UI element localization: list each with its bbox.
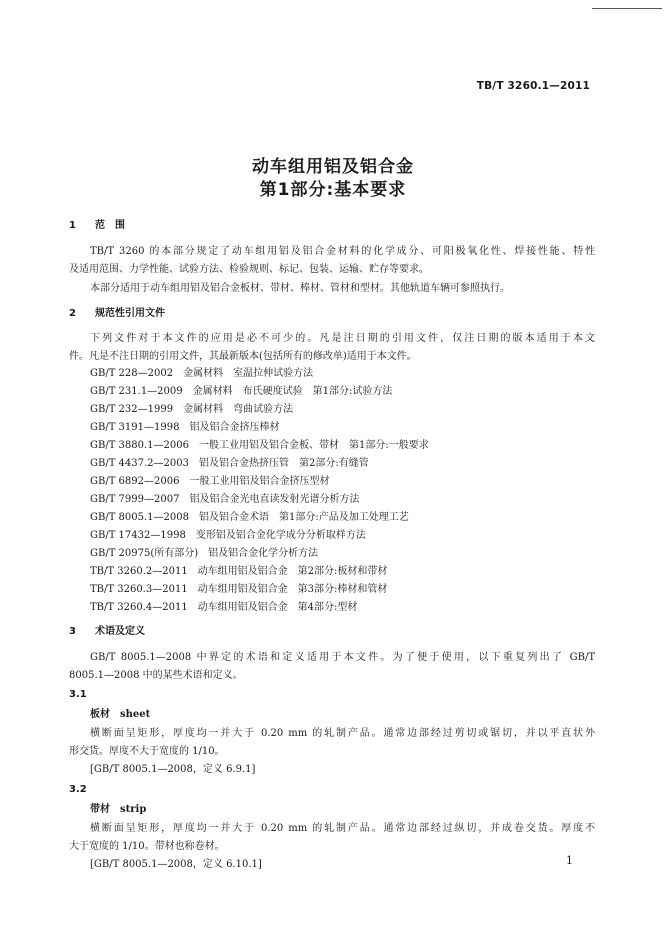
paragraph-line: GB/T 8005.1—2008 中界定的术语和定义适用于本文件。为了便于使用，以下重复列出了 GB/T [90,652,595,663]
paragraph-line: 8005.1—2008 中的某些术语和定义。 [69,670,243,681]
term-heading: 板材 sheet [90,709,151,720]
reference-item: TB/T 3260.3—2011 动车组用铝及铝合金 第3部分:棒材和管材 [90,584,388,595]
paragraph-line: 下列文件对于本文件的应用是必不可少的。凡是注日期的引用文件，仅注日期的版本适用于本文 [90,333,595,344]
reference-item: GB/T 4437.2—2003 铝及铝合金热挤压管 第2部分:有缝管 [90,458,369,469]
reference-item: GB/T 232—1999 金属材料 弯曲试验方法 [90,404,294,415]
section-number: 2 [69,308,76,319]
paragraph-line: 及适用范围、力学性能、试验方法、检验规则、标记、包装、运输、贮存等要求。 [69,264,429,275]
reference-item: GB/T 6892—2006 一般工业用铝及铝合金挤压型材 [90,476,330,487]
definition-source: [GB/T 8005.1—2008，定义 6.10.1] [90,859,262,870]
definition-line: 形交货。厚度不大于宽度的 1/10。 [69,746,225,757]
reference-item: GB/T 3191—1998 铝及铝合金挤压棒材 [90,422,280,433]
subclause-number: 3.1 [69,689,87,700]
reference-item: GB/T 20975(所有部分) 铝及铝合金化学分析方法 [90,548,319,559]
definition-line: 横断面呈矩形，厚度均一并大于 0.20 mm 的轧制产品。通常边部经过纵切，并成卷交货。厚度不 [90,823,595,834]
section-number: 3 [69,626,76,637]
document-title: 动车组用铝及铝合金 [252,157,414,177]
term-heading: 带材 strip [90,804,147,815]
reference-item: GB/T 7999—2007 铝及铝合金光电直读发射光谱分析方法 [90,494,360,505]
definition-line: 大于宽度的 1/10。带材也称卷材。 [69,841,225,852]
reference-item: GB/T 17432—1998 变形铝及铝合金化学成分分析取样方法 [90,530,366,541]
paragraph-line: TB/T 3260 的本部分规定了动车组用铝及铝合金材料的化学成分、可阳极氧化性、焊接性能、特性 [90,246,595,257]
reference-item: GB/T 228—2002 金属材料 室温拉伸试验方法 [90,368,314,379]
reference-item: TB/T 3260.2—2011 动车组用铝及铝合金 第2部分:板材和带材 [90,566,388,577]
subclause-number: 3.2 [69,784,87,795]
paragraph-line: 件。凡是不注日期的引用文件，其最新版本(包括所有的修改单)适用于本文件。 [69,351,417,362]
section-title: 规范性引用文件 [95,308,165,319]
definition-line: 横断面呈矩形，厚度均一并大于 0.20 mm 的轧制产品。通常边部经过剪切或锯切，并以平直状外 [90,728,595,739]
section-title: 范 围 [95,220,125,231]
reference-item: GB/T 3880.1—2006 一般工业用铝及铝合金板、带材 第1部分:一般要求 [90,440,429,451]
document-subtitle: 第1部分:基本要求 [259,180,407,200]
reference-item: GB/T 8005.1—2008 铝及铝合金术语 第1部分:产品及加工处理工艺 [90,512,409,523]
reference-item: TB/T 3260.4—2011 动车组用铝及铝合金 第4部分:型材 [90,602,358,613]
section-number: 1 [69,220,76,231]
definition-source: [GB/T 8005.1—2008，定义 6.9.1] [90,764,256,775]
standard-number: TB/T 3260.1—2011 [476,80,590,92]
section-title: 术语及定义 [95,626,145,637]
page-number: 1 [566,854,573,867]
reference-item: GB/T 231.1—2009 金属材料 布氏硬度试验 第1部分:试验方法 [90,386,393,397]
top-edge-rule [592,8,662,9]
section-1-heading [69,219,125,233]
section-2-heading [69,307,165,321]
section-3-heading [69,625,145,639]
paragraph-line: 本部分适用于动车组用铝及铝合金板材、带材、棒材、管材和型材。其他轨道车辆可参照执行。 [90,283,510,294]
